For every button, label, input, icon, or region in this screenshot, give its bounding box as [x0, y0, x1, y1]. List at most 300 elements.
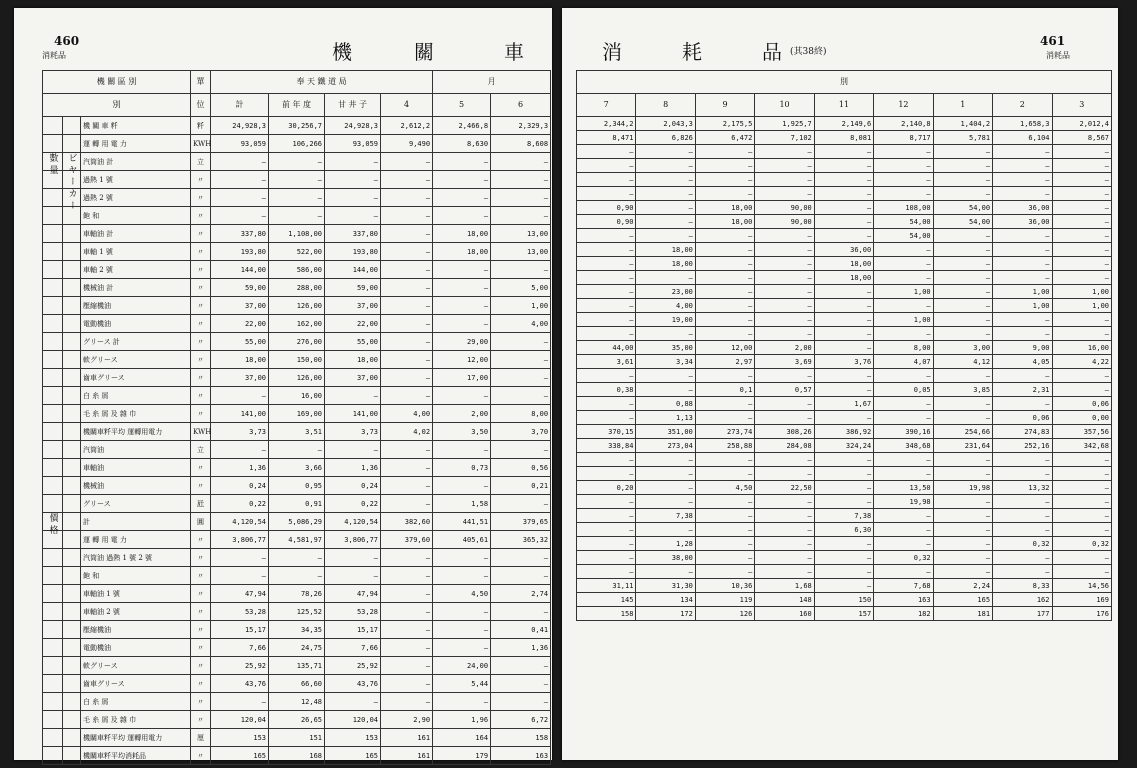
- row-unit: 〃: [191, 657, 211, 675]
- table-cell: 126,00: [269, 369, 325, 387]
- table-cell: —: [269, 441, 325, 459]
- row-unit: 〃: [191, 279, 211, 297]
- table-cell: —: [325, 693, 381, 711]
- table-cell: 165: [325, 747, 381, 765]
- table-cell: —: [814, 159, 873, 173]
- table-cell: 120,04: [211, 711, 269, 729]
- table-cell: —: [814, 481, 873, 495]
- table-cell: —: [933, 537, 992, 551]
- table-row: [577, 145, 1112, 159]
- table-row: [43, 639, 551, 657]
- table-cell: 522,00: [269, 243, 325, 261]
- table-cell: —: [491, 549, 551, 567]
- table-row: [43, 675, 551, 693]
- table-cell: —: [577, 537, 636, 551]
- table-cell: —: [491, 351, 551, 369]
- column-header: 11: [814, 94, 873, 117]
- table-cell: —: [933, 145, 992, 159]
- table-cell: —: [636, 271, 695, 285]
- table-cell: —: [695, 453, 754, 467]
- table-row: [43, 531, 551, 549]
- table-cell: —: [1052, 383, 1112, 397]
- table-cell: 12,00: [695, 341, 754, 355]
- table-row: [43, 423, 551, 441]
- table-row: [43, 585, 551, 603]
- table-cell: 24,00: [433, 657, 491, 675]
- table-cell: 18,00: [695, 215, 754, 229]
- column-header: 12: [874, 94, 933, 117]
- table-cell: —: [755, 243, 814, 257]
- table-cell: 150: [814, 593, 873, 607]
- table-cell: —: [695, 397, 754, 411]
- table-cell: 273,74: [695, 425, 754, 439]
- table-row: [577, 411, 1112, 425]
- table-cell: 4,00: [381, 405, 433, 423]
- table-cell: —: [211, 153, 269, 171]
- table-cell: 365,32: [491, 531, 551, 549]
- table-cell: —: [491, 657, 551, 675]
- table-cell: 181: [933, 607, 992, 621]
- table-cell: —: [491, 603, 551, 621]
- table-cell: —: [325, 567, 381, 585]
- table-row: [43, 495, 551, 513]
- table-cell: 586,00: [269, 261, 325, 279]
- table-cell: —: [381, 459, 433, 477]
- table-cell: 26,65: [269, 711, 325, 729]
- table-cell: —: [636, 523, 695, 537]
- table-cell: —: [381, 261, 433, 279]
- table-cell: 125,52: [269, 603, 325, 621]
- row-unit: 〃: [191, 261, 211, 279]
- side-label: [43, 243, 63, 261]
- table-cell: 120,04: [325, 711, 381, 729]
- table-row: [577, 551, 1112, 565]
- table-cell: 1,13: [636, 411, 695, 425]
- table-cell: 254,66: [933, 425, 992, 439]
- table-cell: —: [695, 537, 754, 551]
- table-cell: 36,00: [993, 215, 1052, 229]
- table-cell: 0,90: [577, 215, 636, 229]
- table-cell: —: [933, 257, 992, 271]
- table-cell: 37,00: [211, 369, 269, 387]
- title-char: 車: [504, 40, 526, 64]
- table-cell: —: [755, 145, 814, 159]
- table-cell: 348,68: [874, 439, 933, 453]
- table-cell: 0,32: [1052, 537, 1112, 551]
- table-cell: —: [695, 299, 754, 313]
- row-label: 車軸 2 號: [81, 261, 191, 279]
- table-cell: —: [1052, 495, 1112, 509]
- table-cell: 93,059: [325, 135, 381, 153]
- table-row: [43, 243, 551, 261]
- table-cell: 1,00: [874, 285, 933, 299]
- table-cell: —: [577, 187, 636, 201]
- table-cell: 441,51: [433, 513, 491, 531]
- table-cell: 337,80: [325, 225, 381, 243]
- table-cell: 274,83: [993, 425, 1052, 439]
- table-cell: —: [577, 495, 636, 509]
- table-cell: 4,22: [1052, 355, 1112, 369]
- row-unit: 〃: [191, 171, 211, 189]
- side-label: [43, 603, 63, 621]
- table-cell: —: [433, 207, 491, 225]
- table-cell: —: [993, 551, 1052, 565]
- side-label: [43, 567, 63, 585]
- table-row: [577, 495, 1112, 509]
- table-cell: —: [491, 693, 551, 711]
- side-label: [43, 711, 63, 729]
- table-cell: 1,925,7: [755, 117, 814, 131]
- header-unit-bottom: 位: [191, 94, 211, 117]
- table-cell: —: [491, 171, 551, 189]
- row-label: 計: [81, 513, 191, 531]
- table-cell: —: [433, 297, 491, 315]
- table-cell: 55,00: [211, 333, 269, 351]
- table-cell: 1,00: [1052, 299, 1112, 313]
- table-cell: —: [933, 509, 992, 523]
- side-label-2: [63, 261, 81, 279]
- column-header: 甘 井 子: [325, 94, 381, 117]
- table-cell: 7,38: [636, 509, 695, 523]
- table-cell: 5,086,29: [269, 513, 325, 531]
- row-unit: 〃: [191, 333, 211, 351]
- table-cell: 7,38: [814, 509, 873, 523]
- table-cell: 6,472: [695, 131, 754, 145]
- header-office: 奉 天 鐵 道 局: [211, 71, 433, 94]
- row-label: 壓縮機油: [81, 621, 191, 639]
- side-label-2: [63, 621, 81, 639]
- table-cell: 161: [381, 747, 433, 765]
- table-cell: 1,108,00: [269, 225, 325, 243]
- table-cell: 342,68: [1052, 439, 1112, 453]
- row-label: 白 糸 屑: [81, 387, 191, 405]
- table-cell: —: [874, 327, 933, 341]
- table-cell: 144,00: [211, 261, 269, 279]
- row-unit: 〃: [191, 693, 211, 711]
- table-cell: 0,21: [491, 477, 551, 495]
- side-label-2: [63, 297, 81, 315]
- table-cell: 0,91: [269, 495, 325, 513]
- side-label-2: [63, 135, 81, 153]
- table-row: [577, 299, 1112, 313]
- table-row: [577, 327, 1112, 341]
- table-row: [43, 315, 551, 333]
- row-unit: 〃: [191, 567, 211, 585]
- table-cell: —: [933, 243, 992, 257]
- table-cell: —: [755, 523, 814, 537]
- table-cell: 18,00: [636, 257, 695, 271]
- table-row: [577, 201, 1112, 215]
- table-cell: —: [814, 411, 873, 425]
- table-cell: 337,80: [211, 225, 269, 243]
- table-cell: —: [211, 387, 269, 405]
- table-cell: 18,00: [814, 271, 873, 285]
- table-cell: —: [814, 579, 873, 593]
- table-cell: 8,717: [874, 131, 933, 145]
- table-cell: —: [933, 551, 992, 565]
- table-cell: —: [874, 173, 933, 187]
- table-cell: —: [577, 411, 636, 425]
- table-cell: 36,00: [993, 201, 1052, 215]
- table-row: [577, 467, 1112, 481]
- side-label: [43, 189, 63, 207]
- side-label: [43, 729, 63, 747]
- row-label: 機關車粁平均 運轉用電力: [81, 423, 191, 441]
- table-cell: 4,05: [993, 355, 1052, 369]
- row-unit: 〃: [191, 297, 211, 315]
- table-cell: —: [636, 201, 695, 215]
- table-cell: —: [755, 453, 814, 467]
- table-cell: 141,00: [325, 405, 381, 423]
- table-cell: 3,50: [433, 423, 491, 441]
- table-cell: —: [695, 285, 754, 299]
- table-cell: 108,00: [874, 201, 933, 215]
- table-cell: —: [381, 657, 433, 675]
- table-cell: —: [933, 523, 992, 537]
- table-cell: —: [933, 271, 992, 285]
- side-label-2: [63, 333, 81, 351]
- table-cell: 162: [993, 593, 1052, 607]
- table-cell: —: [1052, 145, 1112, 159]
- table-row: [577, 341, 1112, 355]
- table-cell: —: [993, 565, 1052, 579]
- table-cell: 54,00: [874, 215, 933, 229]
- table-cell: 0,73: [433, 459, 491, 477]
- table-cell: 0,41: [491, 621, 551, 639]
- table-cell: —: [874, 257, 933, 271]
- table-cell: —: [695, 509, 754, 523]
- side-label: [43, 549, 63, 567]
- table-cell: 0,24: [211, 477, 269, 495]
- table-cell: 162,00: [269, 315, 325, 333]
- table-cell: —: [381, 333, 433, 351]
- table-row: [577, 173, 1112, 187]
- table-cell: 8,608: [491, 135, 551, 153]
- table-cell: 158: [577, 607, 636, 621]
- table-cell: 153: [325, 729, 381, 747]
- table-cell: 284,08: [755, 439, 814, 453]
- table-row: [577, 523, 1112, 537]
- table-cell: 5,781: [933, 131, 992, 145]
- table-row: [577, 565, 1112, 579]
- table-cell: —: [491, 369, 551, 387]
- table-cell: —: [381, 225, 433, 243]
- table-cell: 44,00: [577, 341, 636, 355]
- table-row: [577, 481, 1112, 495]
- table-cell: —: [695, 173, 754, 187]
- table-cell: 10,36: [695, 579, 754, 593]
- row-unit: 〃: [191, 585, 211, 603]
- table-row: [43, 621, 551, 639]
- table-cell: —: [577, 397, 636, 411]
- table-cell: 53,28: [325, 603, 381, 621]
- table-cell: 258,88: [695, 439, 754, 453]
- table-row: [577, 215, 1112, 229]
- title-char: 機: [332, 40, 354, 64]
- column-header: 9: [695, 94, 754, 117]
- table-cell: 324,24: [814, 439, 873, 453]
- side-label-2: [63, 585, 81, 603]
- table-cell: 0,05: [874, 383, 933, 397]
- table-cell: —: [755, 257, 814, 271]
- table-cell: 161: [381, 729, 433, 747]
- table-cell: 1,404,2: [933, 117, 992, 131]
- table-row: [43, 441, 551, 459]
- side-label-2: [63, 495, 81, 513]
- table-cell: 0,06: [1052, 397, 1112, 411]
- table-cell: 16,00: [269, 387, 325, 405]
- row-unit: 〃: [191, 207, 211, 225]
- table-cell: 36,00: [814, 243, 873, 257]
- table-row: [577, 131, 1112, 145]
- table-cell: —: [269, 549, 325, 567]
- table-row: [577, 187, 1112, 201]
- table-cell: 37,00: [325, 369, 381, 387]
- table-cell: 7,68: [874, 579, 933, 593]
- table-cell: 18,00: [433, 243, 491, 261]
- table-cell: —: [993, 313, 1052, 327]
- column-header: 3: [1052, 94, 1112, 117]
- column-header: 10: [755, 94, 814, 117]
- table-cell: —: [814, 551, 873, 565]
- table-cell: 25,92: [211, 657, 269, 675]
- table-cell: 23,00: [636, 285, 695, 299]
- table-cell: 18,00: [636, 243, 695, 257]
- table-cell: —: [577, 243, 636, 257]
- side-label: [43, 315, 63, 333]
- row-unit: 〃: [191, 243, 211, 261]
- table-cell: 22,50: [755, 481, 814, 495]
- table-cell: —: [636, 145, 695, 159]
- table-cell: 0,56: [491, 459, 551, 477]
- row-label: 機 關 車 粁: [81, 117, 191, 135]
- table-cell: 1,68: [755, 579, 814, 593]
- table-cell: —: [1052, 481, 1112, 495]
- table-cell: —: [491, 207, 551, 225]
- row-label: 車軸油: [81, 459, 191, 477]
- table-cell: 9,490: [381, 135, 433, 153]
- table-cell: 6,826: [636, 131, 695, 145]
- title-char: 品: [762, 40, 784, 64]
- row-unit: 立: [191, 441, 211, 459]
- table-cell: —: [433, 387, 491, 405]
- table-cell: 379,65: [491, 513, 551, 531]
- table-cell: —: [577, 285, 636, 299]
- header-category: 機 關 區 別: [43, 71, 191, 94]
- title-char: 消: [602, 40, 624, 64]
- side-label: 價 格: [43, 513, 63, 531]
- column-header: 7: [577, 94, 636, 117]
- table-cell: 4,00: [636, 299, 695, 313]
- side-label: [43, 225, 63, 243]
- table-cell: —: [695, 145, 754, 159]
- table-cell: 106,266: [269, 135, 325, 153]
- table-cell: —: [433, 153, 491, 171]
- table-cell: —: [325, 441, 381, 459]
- row-unit: 立: [191, 153, 211, 171]
- table-cell: 5,00: [491, 279, 551, 297]
- table-cell: —: [1052, 215, 1112, 229]
- table-cell: —: [695, 565, 754, 579]
- table-cell: —: [577, 523, 636, 537]
- table-cell: —: [636, 159, 695, 173]
- table-cell: —: [1052, 313, 1112, 327]
- side-label-2: [63, 477, 81, 495]
- table-row: [43, 729, 551, 747]
- table-cell: 78,26: [269, 585, 325, 603]
- table-cell: —: [269, 567, 325, 585]
- side-label-2: [63, 639, 81, 657]
- table-cell: 12,48: [269, 693, 325, 711]
- table-cell: 66,60: [269, 675, 325, 693]
- table-cell: —: [211, 441, 269, 459]
- table-cell: 2,149,6: [814, 117, 873, 131]
- table-cell: 126,00: [269, 297, 325, 315]
- table-cell: 252,16: [993, 439, 1052, 453]
- table-cell: —: [814, 299, 873, 313]
- table-cell: 405,61: [433, 531, 491, 549]
- table-cell: 351,00: [636, 425, 695, 439]
- table-cell: —: [636, 173, 695, 187]
- table-cell: —: [577, 313, 636, 327]
- row-label: 電動機油: [81, 315, 191, 333]
- table-cell: —: [933, 229, 992, 243]
- row-label: グリース: [81, 495, 191, 513]
- table-cell: —: [755, 509, 814, 523]
- table-cell: 0,88: [636, 397, 695, 411]
- table-cell: 2,612,2: [381, 117, 433, 135]
- table-cell: —: [814, 285, 873, 299]
- table-cell: —: [874, 369, 933, 383]
- side-label: [43, 207, 63, 225]
- table-cell: —: [814, 187, 873, 201]
- table-cell: 1,00: [993, 299, 1052, 313]
- table-cell: —: [755, 565, 814, 579]
- table-cell: 179: [433, 747, 491, 765]
- table-cell: 8,081: [814, 131, 873, 145]
- table-cell: 169,00: [269, 405, 325, 423]
- table-row: [43, 189, 551, 207]
- table-cell: —: [874, 243, 933, 257]
- table-cell: —: [381, 315, 433, 333]
- table-cell: —: [755, 411, 814, 425]
- table-cell: 2,97: [695, 355, 754, 369]
- table-cell: —: [874, 411, 933, 425]
- table-cell: 2,175,5: [695, 117, 754, 131]
- table-cell: —: [636, 565, 695, 579]
- table-row: [43, 477, 551, 495]
- table-cell: —: [814, 201, 873, 215]
- table-cell: 90,00: [755, 201, 814, 215]
- table-cell: —: [381, 351, 433, 369]
- table-row: [43, 513, 551, 531]
- table-cell: —: [933, 467, 992, 481]
- table-row: [43, 369, 551, 387]
- side-label-2: [63, 693, 81, 711]
- table-cell: 3,70: [491, 423, 551, 441]
- table-cell: —: [381, 675, 433, 693]
- table-cell: —: [874, 271, 933, 285]
- table-cell: —: [433, 621, 491, 639]
- table-cell: —: [874, 299, 933, 313]
- table-cell: 54,00: [933, 201, 992, 215]
- table-cell: —: [755, 397, 814, 411]
- table-cell: —: [695, 257, 754, 271]
- table-cell: —: [577, 453, 636, 467]
- table-cell: —: [993, 173, 1052, 187]
- table-cell: —: [814, 215, 873, 229]
- table-cell: 386,92: [814, 425, 873, 439]
